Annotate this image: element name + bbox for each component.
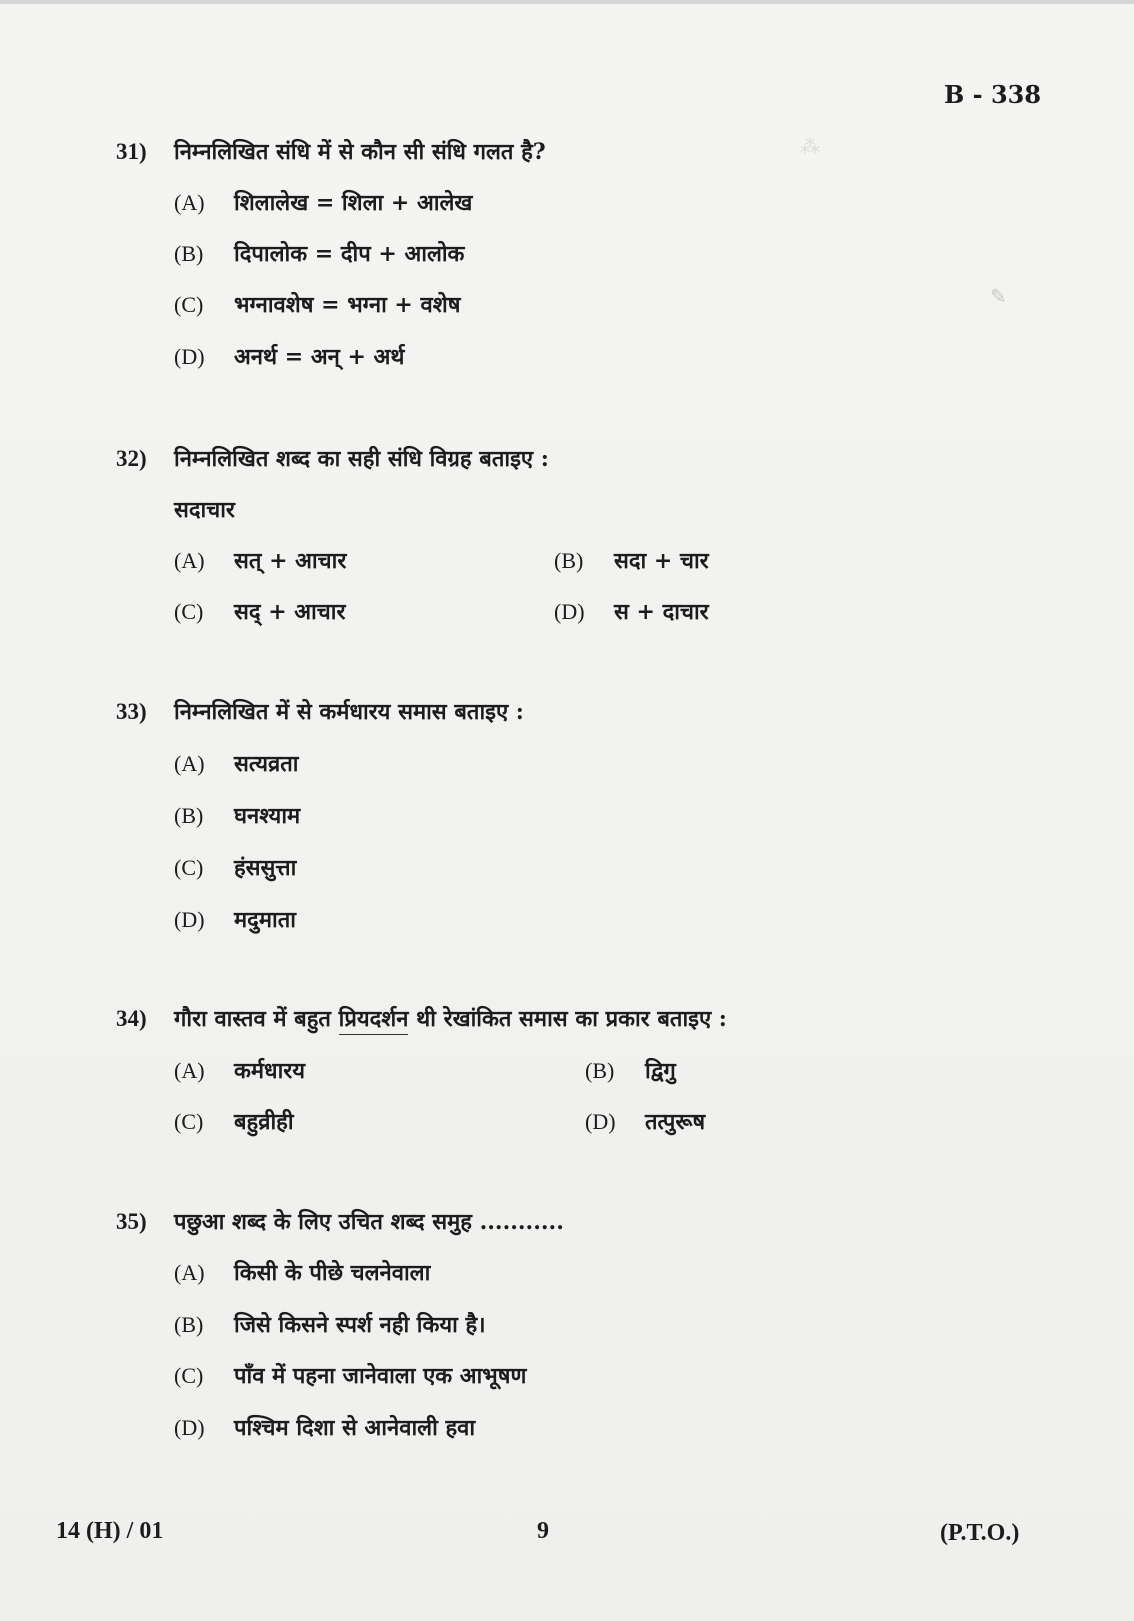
option-label: (C) <box>174 1363 204 1388</box>
page-number: 9 <box>537 1518 549 1544</box>
bleed-through-mark: ⁂ <box>800 134 820 158</box>
option-text: कर्मधारय <box>234 1058 306 1084</box>
option-label: (B) <box>174 241 204 266</box>
option-31-b <box>174 238 464 268</box>
option-33-d <box>174 904 296 934</box>
option-text: सद् + आचार <box>234 599 346 625</box>
question-text <box>174 1003 727 1033</box>
option-label: (D) <box>585 1109 616 1134</box>
footer-code: 14 (H) / 01 <box>56 1518 164 1544</box>
option-text: सत् + आचार <box>234 548 347 574</box>
option-35-a <box>174 1257 430 1287</box>
option-35-d <box>174 1412 475 1442</box>
option-32-d <box>554 596 709 626</box>
option-34-d <box>585 1106 705 1136</box>
option-text: अनर्थ = अन् + अर्थ <box>234 344 405 370</box>
option-34-c <box>174 1106 294 1136</box>
option-label: (A) <box>174 1260 205 1285</box>
option-label: (B) <box>585 1058 615 1083</box>
option-text: घनश्याम <box>234 803 301 829</box>
option-text: जिसे किसने स्पर्श नही किया है। <box>234 1312 486 1338</box>
option-label: (B) <box>554 548 584 573</box>
option-label: (D) <box>174 907 205 932</box>
given-word: सदाचार <box>174 497 235 523</box>
option-label: (D) <box>174 1415 205 1440</box>
option-label: (A) <box>174 548 205 573</box>
option-label: (D) <box>174 344 205 369</box>
option-label: (B) <box>174 1312 204 1337</box>
option-text: दिपालोक = दीप + आलोक <box>234 241 465 267</box>
question-number: 34) <box>116 1006 147 1031</box>
option-35-c <box>174 1360 526 1390</box>
option-label: (C) <box>174 292 204 317</box>
option-32-b <box>554 545 709 575</box>
question-32 <box>116 443 549 473</box>
option-text: तत्पुरूष <box>645 1109 706 1135</box>
question-35 <box>116 1206 564 1236</box>
option-label: (C) <box>174 1109 204 1134</box>
option-text: शिलालेख = शिला + आलेख <box>234 190 473 216</box>
option-text: सत्यव्रता <box>234 751 299 777</box>
question-33 <box>116 696 524 726</box>
option-text: हंससुत्ता <box>234 855 297 881</box>
bleed-through-mark: ✎ <box>990 284 1007 308</box>
option-text: पाँव में पहना जानेवाला एक आभूषण <box>234 1363 527 1389</box>
question-text: निम्नलिखित में से कर्मधारय समास बताइए : <box>174 699 524 725</box>
option-text: द्विगु <box>645 1058 676 1084</box>
option-label: (B) <box>174 803 204 828</box>
option-32-c <box>174 596 345 626</box>
option-text: सदा + चार <box>614 548 709 574</box>
question-31 <box>116 136 546 166</box>
option-label: (A) <box>174 190 205 215</box>
question-text: पछुआ शब्द के लिए उचित शब्द समुह ........... <box>174 1209 564 1235</box>
option-text: स + दाचार <box>614 599 709 625</box>
option-32-a <box>174 545 346 575</box>
option-text: भग्नावशेष = भग्ना + वशेष <box>234 292 461 318</box>
option-33-b <box>174 800 300 830</box>
question-34 <box>116 1003 727 1033</box>
option-31-c <box>174 289 460 319</box>
option-31-d <box>174 341 404 371</box>
option-33-a <box>174 748 298 778</box>
option-33-c <box>174 852 296 882</box>
question-number: 33) <box>116 699 147 724</box>
question-number: 32) <box>116 446 147 471</box>
option-35-b <box>174 1309 486 1339</box>
question-text: निम्नलिखित शब्द का सही संधि विग्रह बताइए : <box>174 446 549 472</box>
question-text: निम्नलिखित संधि में से कौन सी संधि गलत है? <box>174 139 546 165</box>
question-number: 31) <box>116 139 147 164</box>
paper-code: B - 338 <box>944 80 1042 109</box>
option-label: (D) <box>554 599 585 624</box>
question-text-before: गौरा वास्तव में बहुत <box>174 1006 331 1032</box>
option-34-b <box>585 1055 676 1085</box>
option-text: बहुव्रीही <box>234 1109 294 1135</box>
option-label: (C) <box>174 855 204 880</box>
underlined-word: प्रियदर्शन <box>339 1006 409 1035</box>
option-text: मदुमाता <box>234 907 296 933</box>
pto-note: (P.T.O.) <box>940 1520 1020 1546</box>
option-label: (A) <box>174 1058 205 1083</box>
option-text: पश्चिम दिशा से आनेवाली हवा <box>234 1415 476 1441</box>
option-label: (A) <box>174 751 205 776</box>
option-31-a <box>174 187 472 217</box>
option-34-a <box>174 1055 305 1085</box>
question-number: 35) <box>116 1209 147 1234</box>
option-label: (C) <box>174 599 204 624</box>
question-text-after: थी रेखांकित समास का प्रकार बताइए : <box>416 1006 727 1032</box>
option-text: किसी के पीछे चलनेवाला <box>234 1260 431 1286</box>
scan-edge <box>0 0 1134 4</box>
